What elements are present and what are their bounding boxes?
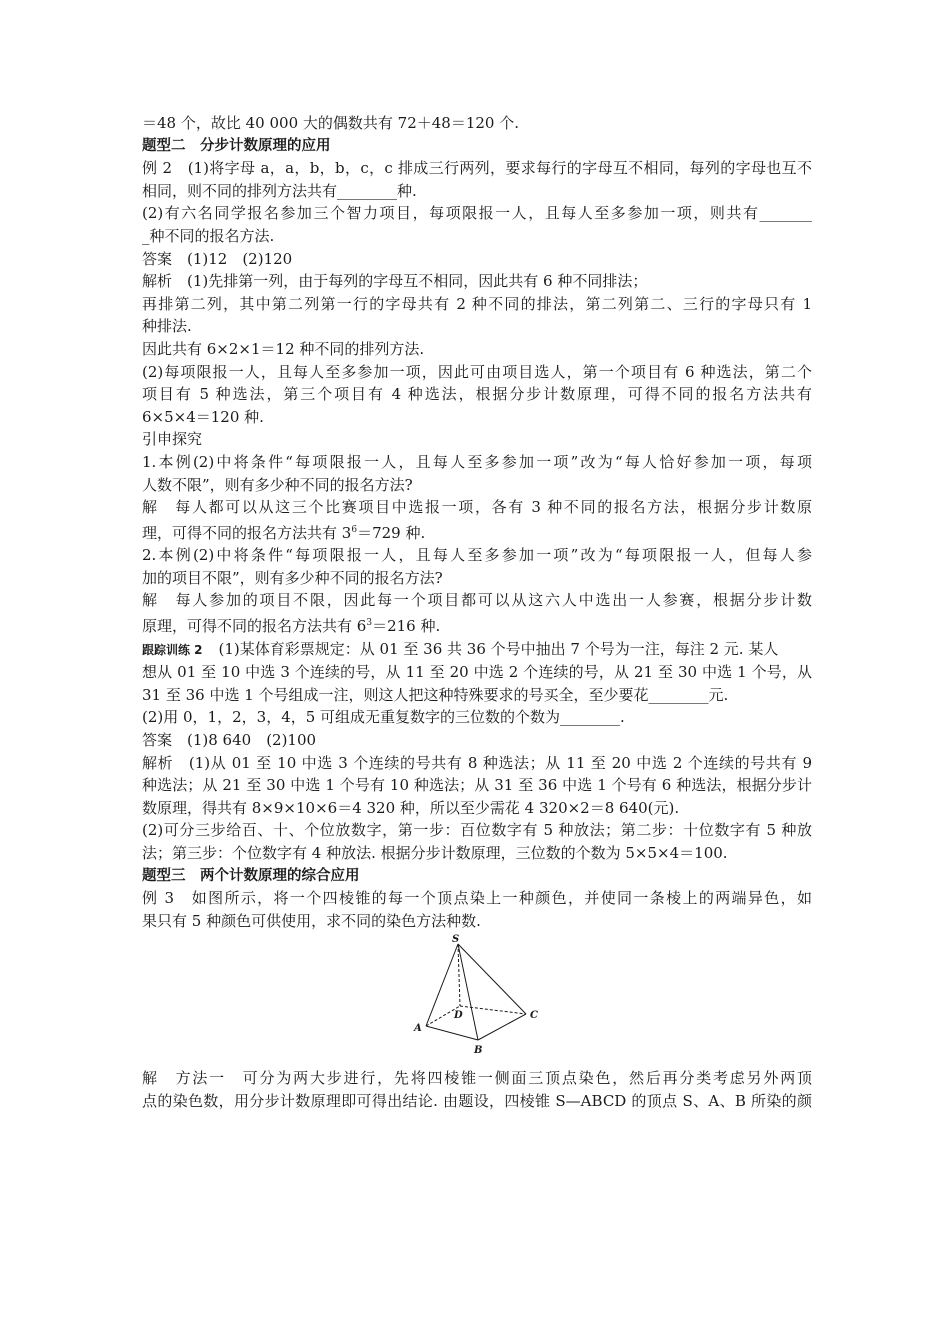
- text-line: 例 2 (1)将字母 a，a，b，b，c，c 排成三行两列，要求每行的字母互不相同，每列的字母也互不: [142, 159, 812, 178]
- text-line: 因此共有 6×2×1＝12 种不同的排列方法.: [142, 339, 425, 358]
- vertex-label-b: B: [474, 1045, 483, 1057]
- edge-sb: [458, 944, 478, 1040]
- exponent: 6: [351, 524, 358, 535]
- text-line: 人数不限”，则有多少种不同的报名方法?: [142, 475, 413, 494]
- text-line: 种排法.: [142, 317, 192, 336]
- text-line: 1.本例(2)中将条件“每项限报一人，且每人至多参加一项”改为“每人恰好参加一项，每项: [142, 452, 812, 471]
- text-line: 种选法；从 21 至 30 中选 1 个号有 10 种选法；从 31 至 36 中选 1 个号有 6 种选法，根据分步计: [142, 776, 812, 795]
- vertex-label-a: A: [414, 1023, 422, 1035]
- text-line: 法；第三步：个位数字有 4 种放法. 根据分步计数原理，三位数的个数为 5×5×4＝100.: [142, 844, 728, 862]
- text-line: 6×5×4＝120 种.: [142, 407, 264, 426]
- text-line: 想从 01 至 10 中选 3 个连续的号，从 11 至 20 中选 2 个连续的号，从 21 至 30 中选 1 个号，从: [142, 663, 812, 682]
- text-fragment: 理，可得不同的报名方法共有 3: [142, 523, 352, 542]
- text-line: 解 每人都可以从这三个比赛项目中选报一项，各有 3 种不同的报名方法，根据分步计数原: [142, 498, 812, 517]
- document-page: [142, 112, 812, 1113]
- text-line: 解析 (1)从 01 至 10 中选 3 个连续的号共有 8 种选法；从 11 至 20 中选 2 个连续的号共有 9: [142, 753, 812, 772]
- pyramid-figure: [142, 934, 812, 1059]
- edge-sc: [458, 944, 526, 1014]
- text-line: 再排第二列，其中第二列第一行的字母共有 2 种不同的排法，第二列第二、三行的字母只有 1: [142, 294, 812, 313]
- text-line: [142, 612, 812, 638]
- text-line: (2)可分三步给百、十、个位放数字，第一步：百位数字有 5 种放法；第二步：十位数字有 5 种放: [142, 821, 812, 840]
- text-line: 相同，则不同的排列方法共有________种.: [142, 181, 417, 200]
- pyramid-diagram: [404, 934, 554, 1056]
- text-line: 31 至 36 中选 1 个号组成一注，则这人把这种特殊要求的号买全，至少要花________元.: [142, 685, 729, 704]
- answer-line: 答案 (1)8 640 (2)100: [142, 731, 317, 750]
- text-line: ＝48 个，故比 40 000 大的偶数共有 72＋48＝120 个.: [142, 114, 519, 132]
- answer-line: 答案 (1)12 (2)120: [142, 249, 293, 268]
- edge-bc: [478, 1014, 526, 1040]
- subheading: 引申探究: [142, 430, 203, 449]
- text-fragment: ＝729 种.: [357, 523, 426, 542]
- section-heading: 题型三 两个计数原理的综合应用: [142, 867, 360, 884]
- edge-ab: [426, 1026, 478, 1040]
- exponent: 3: [366, 618, 373, 629]
- vertex-label-d: D: [454, 1010, 463, 1022]
- text-fragment: 原理，可得不同的报名方法共有 6: [142, 617, 367, 636]
- text-line: 加的项目不限”，则有多少种不同的报名方法?: [142, 568, 443, 587]
- text-fragment: (1)某体育彩票规定：从 01 至 36 共 36 个号中抽出 7 个号为一注，每注 2 元. 某人: [218, 639, 779, 658]
- text-line: 例 3 如图所示，将一个四棱锥的每一个顶点染上一种颜色，并使同一条棱上的两端异色，如: [142, 889, 812, 908]
- text-line: 解析 (1)先排第一列，由于每列的字母互不相同，因此共有 6 种不同排法；: [142, 272, 648, 291]
- text-line: (2)用 0，1，2，3，4，5 可组成无重复数字的三位数的个数为________.: [142, 708, 625, 727]
- text-line: (2)有六名同学报名参加三个智力项目，每项限报一人，且每人至多参加一项，则共有_______: [142, 204, 812, 223]
- text-line: (2)每项限报一人，且每人至多参加一项，因此可由项目选人，第一个项目有 6 种选法，第二个: [142, 362, 812, 381]
- text-line: 果只有 5 种颜色可供使用，求不同的染色方法种数.: [142, 911, 481, 930]
- edge-dc: [460, 1006, 526, 1014]
- practice-tag: 跟踪训练 2: [142, 642, 203, 657]
- vertex-label-s: S: [452, 934, 460, 946]
- text-line: 数原理，得共有 8×9×10×6＝4 320 种，所以至少需花 4 320×2＝8 640(元).: [142, 798, 680, 817]
- text-line: 项目有 5 种选法，第三个项目有 4 种选法，根据分步计数原理，可得不同的报名方法共有: [142, 385, 812, 404]
- text-line: _种不同的报名方法.: [142, 226, 275, 245]
- vertex-label-c: C: [530, 1010, 538, 1022]
- text-fragment: ＝216 种.: [372, 617, 441, 636]
- text-line: 点的染色数，用分步计数原理即可得出结论. 由题设，四棱锥 S—ABCD 的顶点 S、A、B 所染的颜: [142, 1091, 812, 1110]
- text-line: [142, 519, 812, 545]
- text-line: [142, 638, 812, 662]
- section-heading: 题型二 分步计数原理的应用: [142, 137, 331, 154]
- text-line: 2.本例(2)中将条件“每项限报一人，且每人至多参加一项”改为“每项限报一人，但每人参: [142, 546, 812, 565]
- text-line: 解 方法一 可分为两大步进行，先将四棱锥一侧面三顶点染色，然后再分类考虑另外两顶: [142, 1069, 812, 1088]
- text-line: 解 每人参加的项目不限，因此每一个项目都可以从这六人中选出一人参赛，根据分步计数: [142, 591, 812, 610]
